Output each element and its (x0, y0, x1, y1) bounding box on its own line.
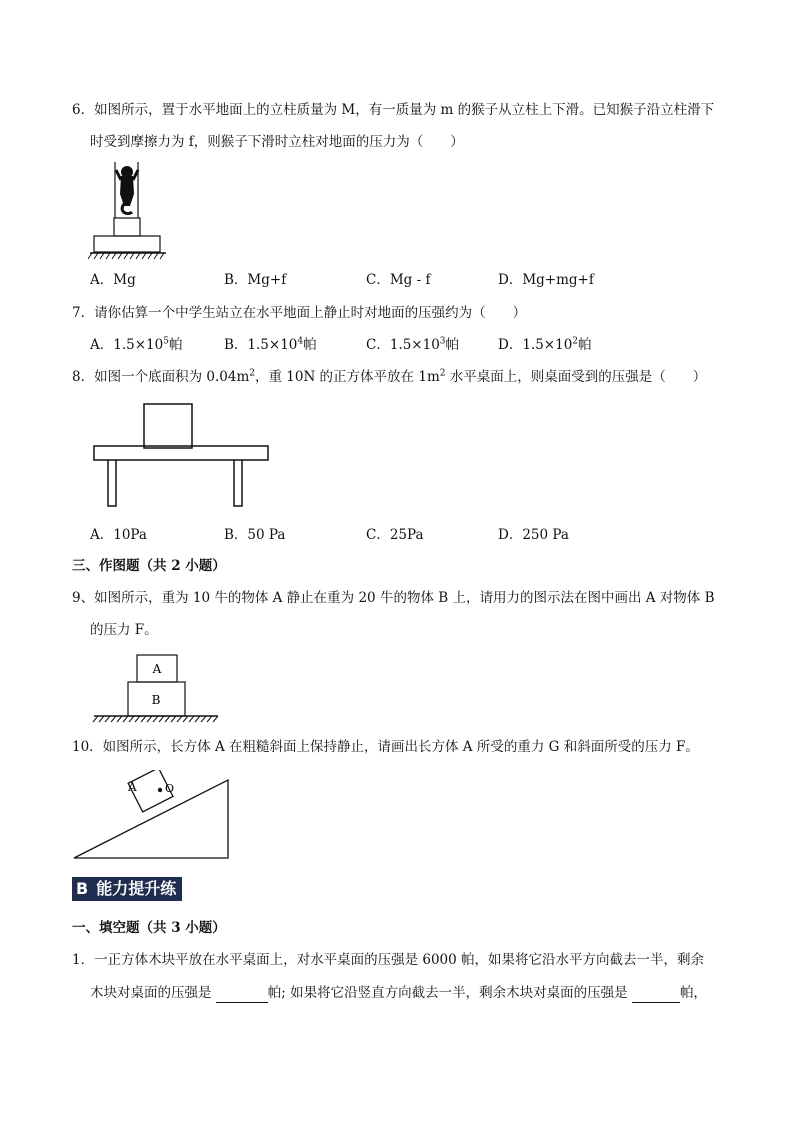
fill1-line2-part2: 帕; 如果将它沿竖直方向截去一半，剩余木块对桌面的压强是 (267, 985, 632, 1001)
q9-line1: 9、如图所示，重为 10 牛的物体 A 静止在重为 20 牛的物体 B 上，请用力的图示法在图中画出 A 对物体 B (72, 590, 715, 606)
fill1-line2-part3: 帕， (679, 985, 707, 1001)
q7-option-d (498, 336, 592, 354)
q8-option-d: D．250 Pa (498, 527, 569, 543)
q8-stem (72, 368, 706, 386)
q6-line1: 6．如图所示，置于水平地面上的立柱质量为 M，有一质量为 m 的猴子从立柱上下滑。已知猴子沿立柱滑下 (72, 102, 715, 118)
q8-option-c: C．25Pa (366, 527, 424, 543)
q7-option-c-unit: 帕 (445, 337, 460, 353)
q7-option-d-unit: 帕 (578, 337, 592, 353)
q8-stem-sup2: 2 (439, 368, 446, 379)
q7-stem: 7．请你估算一个中学生站立在水平地面上静止时对地面的压强约为（ ） (72, 305, 527, 321)
fill1-line2 (90, 984, 707, 1003)
cube-on-table-figure (90, 400, 274, 510)
section-b-title: 能力提升练 (96, 879, 177, 898)
q7-option-d-base: D．1.5×10 (498, 337, 573, 353)
q6-option-a: A．Mg (90, 272, 136, 288)
q6-option-b: B．Mg+f (224, 272, 287, 288)
q8-stem-part3: 水平桌面上，则桌面受到的压强是（ ） (445, 369, 707, 385)
q7-option-a-exponent: 5 (163, 336, 169, 347)
q8-stem-part2: ，重 10N 的正方体平放在 1m (254, 369, 440, 385)
q7-option-c-base: C．1.5×10 (366, 337, 440, 353)
q8-option-b: B．50 Pa (224, 527, 286, 543)
q8-option-a: A．10Pa (90, 527, 147, 543)
q7-option-b-unit: 帕 (303, 337, 317, 353)
block-b-label: B (151, 693, 161, 707)
q8-stem-sup1: 2 (249, 368, 255, 379)
block-a-label: A (128, 780, 137, 794)
q8-stem-part1: 8．如图一个底面积为 0.04m (72, 369, 250, 385)
q10-stem: 10．如图所示，长方体 A 在粗糙斜面上保持静止，请画出长方体 A 所受的重力 G 和斜面所受的压力 F。 (72, 739, 699, 755)
fill1-line2-part1: 木块对桌面的压强是 (90, 985, 216, 1001)
incline-block-figure (70, 770, 232, 862)
center-o-label: O (165, 782, 175, 795)
q9-line2: 的压力 F。 (90, 622, 158, 638)
q7-option-a (90, 336, 182, 354)
monkey-pole-figure (88, 160, 168, 264)
fill1-blank-1[interactable] (216, 984, 268, 1003)
q7-option-b-base: B．1.5×10 (224, 337, 298, 353)
q7-option-b (224, 336, 317, 354)
q6-line2: 时受到摩擦力为 f，则猴子下滑时立柱对地面的压力为（ ） (90, 134, 464, 150)
q7-option-d-exponent: 2 (572, 336, 579, 347)
stacked-blocks-figure (92, 652, 222, 728)
section-b-badge (72, 877, 182, 901)
fill1-line1: 1．一正方体木块平放在水平桌面上，对水平桌面的压强是 6000 帕，如果将它沿水平方向截去一半，剩余 (72, 952, 705, 968)
q7-option-b-exponent: 4 (297, 336, 304, 347)
q7-option-a-unit: 帕 (168, 337, 183, 353)
section-1-title: 一、填空题（共 3 小题） (72, 920, 226, 936)
q7-option-a-base: A．1.5×10 (90, 337, 164, 353)
fill1-blank-2[interactable] (632, 984, 680, 1003)
q7-option-c-exponent: 3 (439, 336, 446, 347)
section-b-letter: B (76, 879, 89, 898)
q7-option-c (366, 336, 459, 354)
section-3-title: 三、作图题（共 2 小题） (72, 558, 226, 574)
q6-option-c: C．Mg - f (366, 272, 431, 288)
block-a-label: A (152, 662, 162, 676)
q6-option-d: D．Mg+mg+f (498, 272, 594, 288)
